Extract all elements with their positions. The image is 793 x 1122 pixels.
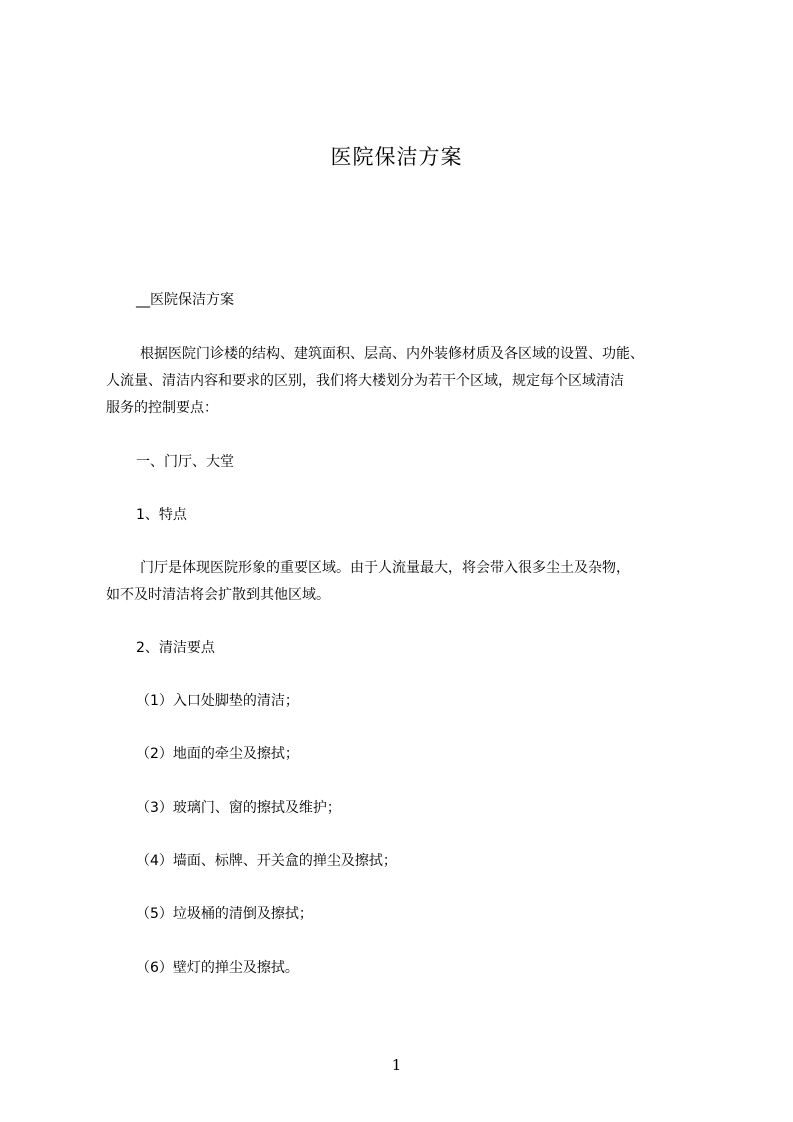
- document-subtitle: __医院保洁方案: [136, 292, 234, 308]
- subsection-heading-cleaning-points: 2、清洁要点: [136, 640, 215, 656]
- section-heading-lobby: 一、门厅、大堂: [136, 454, 234, 470]
- list-item: （2）地面的牵尘及擦拭；: [136, 746, 299, 762]
- list-item: （3）玻璃门、窗的擦拭及维护；: [136, 800, 341, 816]
- document-title: 医院保洁方案: [330, 145, 463, 169]
- intro-line-1: 根据医院门诊楼的结构、建筑面积、层高、内外装修材质及各区域的设置、功能、: [140, 346, 644, 362]
- features-text-line-1: 门厅是体现医院形象的重要区域。由于人流量最大，将会带入很多尘土及杂物，: [140, 560, 630, 576]
- list-item: （4）墙面、标牌、开关盒的掸尘及擦拭；: [136, 853, 397, 869]
- subsection-heading-features: 1、特点: [136, 507, 187, 523]
- list-item: （1）入口处脚垫的清洁；: [136, 693, 299, 709]
- page-number: 1: [391, 1056, 402, 1074]
- list-item: （6）壁灯的掸尘及擦拭。: [136, 960, 299, 976]
- intro-line-2: 人流量、清洁内容和要求的区别，我们将大楼划分为若干个区域，规定每个区域清洁: [106, 373, 624, 389]
- intro-line-3: 服务的控制要点：: [106, 400, 218, 416]
- list-item: （5）垃圾桶的清倒及擦拭；: [136, 906, 313, 922]
- features-text-line-2: 如不及时清洁将会扩散到其他区域。: [106, 587, 330, 603]
